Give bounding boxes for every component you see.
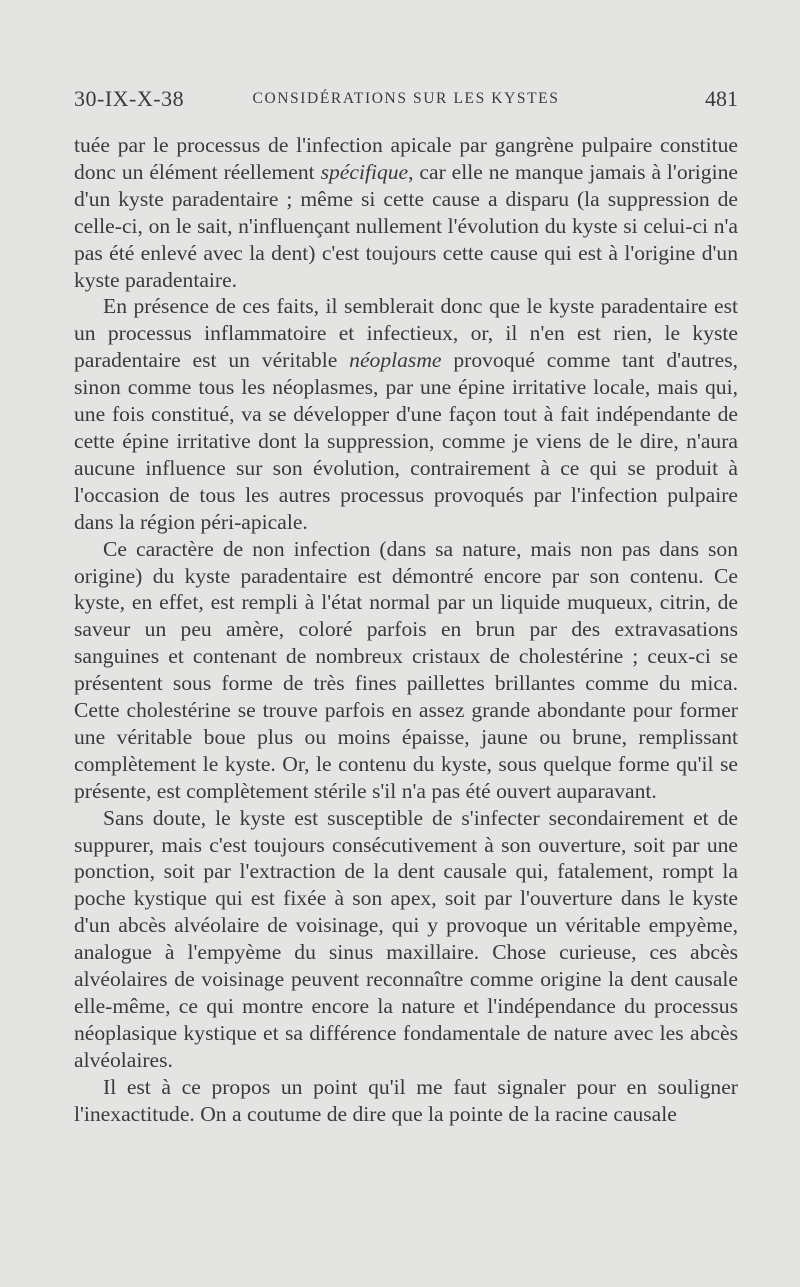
paragraph-1 (74, 132, 738, 293)
running-title: CONSIDÉRATIONS SUR LES KYSTES (252, 90, 560, 107)
paragraph-4: Sans doute, le kyste est susceptible de s'infecter secondairement et de suppurer, mais c'est toujours consécutivement à son ouverture, soit par une ponction, soit par l'extraction de la dent causale qui, fatalement, rompt la poche kystique qui est fixée à son apex, soit par l'ouverture dans le kyste d'un abcès alvéolaire de voisinage, qui y provoque un véritable empyème, analogue à l'empyème du sinus maxillaire. Chose curieuse, ces abcès alvéolaires de voisinage peuvent reconnaître comme origine la dent causale elle-même, ce qui montre encore la nature et l'indépendance du processus néoplasique kystique et sa différence fondamentale de nature avec les abcès alvéolaires. (74, 805, 738, 1072)
emphasis-text: spécifique (320, 159, 409, 184)
paragraph-5: Il est à ce propos un point qu'il me faut signaler pour en souligner l'inexactitude. On a coutume de dire que la pointe de la racine causale (74, 1074, 738, 1126)
paragraph-3: Ce caractère de non infection (dans sa nature, mais non pas dans son origine) du kyste paradentaire est démontré encore par son contenu. Ce kyste, en effet, est rempli à l'état normal par un liquide muqueux, citrin, de saveur un peu amère, coloré parfois en brun par des extravasations sanguines et contenant de nombreux cristaux de cholestérine ; ceux-ci se présentent sous forme de très fines paillettes brillantes comme du mica. Cette cholestérine se trouve parfois en assez grande abondante pour former une véritable boue plus ou moins épaisse, jaune ou brune, remplissant complètement le kyste. Or, le contenu du kyste, sous quelque forme qu'il se présente, est complètement stérile s'il n'a pas été ouvert auparavant. (74, 536, 738, 803)
text-run: provoqué comme tant d'autres, sinon comme tous les néoplasmes, par une épine irritative locale, mais qui, une fois constitué, va se développer d'une façon tout à fait indépendante de cette épine irritative dont la suppression, comme je viens de le dire, n'aura aucune influence sur son évolution, contrairement à ce qui se produit à l'occasion de tous les autres processus provoqués par l'infection pulpaire dans la région péri-apicale. (74, 348, 738, 534)
emphasis-text: néoplasme (349, 348, 442, 373)
body-text (74, 132, 738, 1128)
text-run: , car elle ne manque jamais à l'origine d'un kyste paradentaire ; même si cette cause a disparu (la suppression de celle-ci, on le sait, n'influençant nullement l'évolution du kyste si celui-ci n'a pas été enlevé avec la dent) c'est toujours cette cause qui est à l'origine d'un kyste paradentaire. (74, 159, 738, 292)
running-header (74, 86, 738, 118)
text-run: tuée par le processus de l'infection apicale par gangrène pulpaire constitue donc un élément réellement (74, 133, 738, 184)
text-run: En présence de ces faits, il semblerait donc que le kyste paradentaire est un processus inflammatoire et infectieux, or, il n'en est rien, le kyste paradentaire est un véritable (74, 294, 738, 373)
section-reference: 30-IX-X-38 (74, 86, 185, 111)
page-number: 481 (705, 86, 738, 111)
paragraph-2 (74, 293, 738, 535)
